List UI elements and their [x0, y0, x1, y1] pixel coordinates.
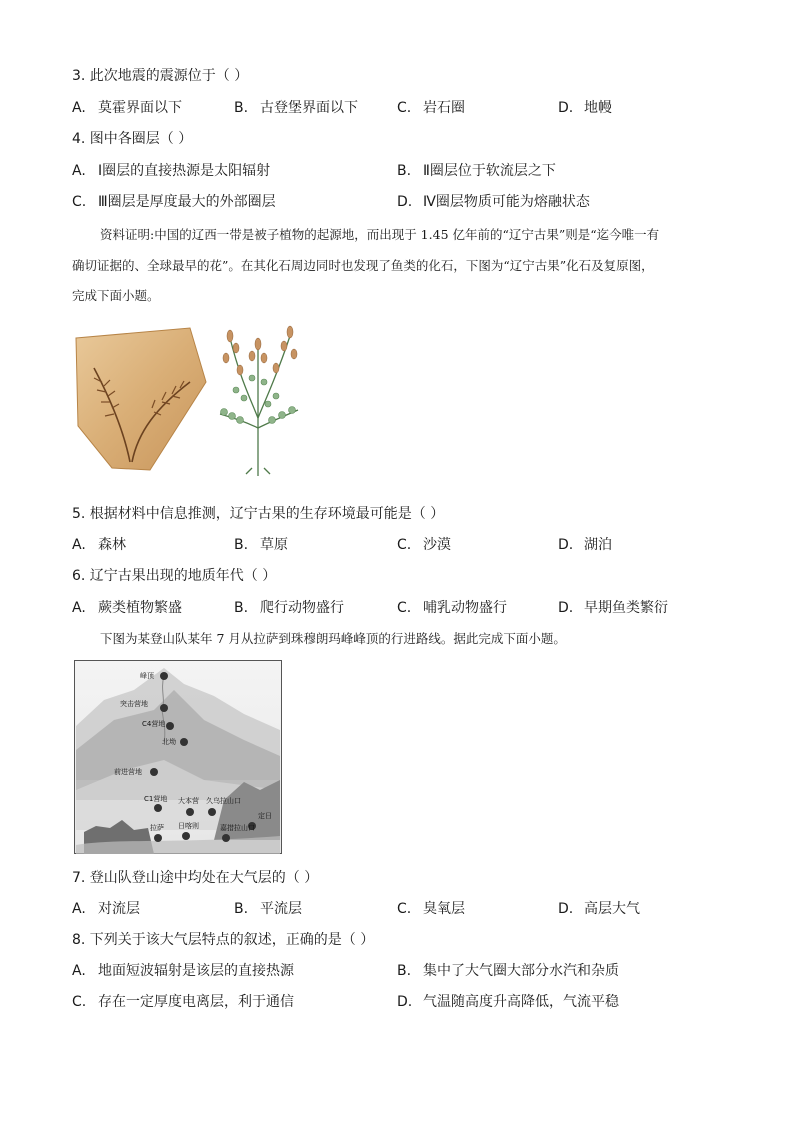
q4-stem: 4. 图中各圈层（ ） [72, 131, 193, 147]
q3-stem: 3. 此次地震的震源位于（ ） [72, 68, 249, 84]
q8-option-b: B. 集中了大气圈大部分水汽和杂质 [397, 963, 619, 979]
q6-option-b: B. 爬行动物盛行 [234, 600, 344, 616]
map-label-pass2: 嘉措拉山口 [220, 824, 255, 832]
q4-option-d: D. Ⅳ圈层物质可能为熔融状态 [397, 194, 590, 210]
map-stop-c1-marker [154, 804, 162, 812]
q7-option-a: A. 对流层 [72, 901, 140, 917]
q7-option-d: D. 高层大气 [558, 901, 640, 917]
q8-option-d: D. 气温随高度升高降低，气流平稳 [397, 994, 619, 1010]
map-label-lhasa: 拉萨 [150, 824, 164, 832]
map-label-c4-upper: 突击营地 [120, 700, 148, 708]
q7-stem: 7. 登山队登山途中均处在大气层的（ ） [72, 870, 319, 886]
map-label-dingri: 定日 [258, 812, 272, 820]
fossil-photo [72, 322, 208, 472]
map-stop-advance-marker [150, 768, 158, 776]
material2-line1: 下图为某登山队某年 7 月从拉萨到珠穆朗玛峰峰顶的行进路线。据此完成下面小题。 [100, 631, 566, 646]
q5-option-c: C. 沙漠 [397, 537, 451, 553]
map-stop-shigatse-marker [182, 832, 190, 840]
q6-option-d: D. 早期鱼类繁衍 [558, 600, 668, 616]
map-label-c1: C1营地 [144, 795, 168, 803]
q3-option-d: D. 地幔 [558, 100, 612, 116]
map-label-c4: C4营地 [142, 720, 166, 728]
q4-option-b: B. Ⅱ圈层位于软流层之下 [397, 163, 556, 179]
q7-option-b: B. 平流层 [234, 901, 302, 917]
map-stop-north-col-marker [180, 738, 188, 746]
q3-option-c: C. 岩石圈 [397, 100, 465, 116]
map-stop-base-marker [186, 808, 194, 816]
map-label-base: 大本营 [178, 797, 199, 805]
q3-option-b: B. 古登堡界面以下 [234, 100, 358, 116]
q8-option-a: A. 地面短波辐射是该层的直接热源 [72, 963, 294, 979]
map-stop-pass1-marker [208, 808, 216, 816]
map-stop-lhasa-marker [154, 834, 162, 842]
map-stop-c4-marker [166, 722, 174, 730]
map-label-shigatse: 日喀则 [178, 822, 199, 830]
map-stop-summit-marker [160, 672, 168, 680]
material1-line2: 确切证据的、全球最早的花”。在其化石周边同时也发现了鱼类的化石，下图为“辽宁古果”化石及复原图， [72, 258, 654, 273]
q5-stem: 5. 根据材料中信息推测，辽宁古果的生存环境最可能是（ ） [72, 506, 445, 522]
q7-option-c: C. 臭氧层 [397, 901, 465, 917]
q5-option-b: B. 草原 [234, 537, 288, 553]
map-stop-c4-upper-marker [160, 704, 168, 712]
map-label-summit: 峰顶 [140, 672, 154, 680]
material1-line3: 完成下面小题。 [72, 288, 160, 303]
q6-stem: 6. 辽宁古果出现的地质年代（ ） [72, 568, 277, 584]
material1-line1: 资料证明:中国的辽西一带是被子植物的起源地，而出现于 1.45 亿年前的“辽宁古果”则是“迄今唯一有 [100, 227, 660, 242]
q5-option-a: A. 森林 [72, 537, 126, 553]
q4-option-c: C. Ⅲ圈层是厚度最大的外部圈层 [72, 194, 276, 210]
q8-option-c: C. 存在一定厚度电离层，利于通信 [72, 994, 294, 1010]
q6-option-a: A. 蕨类植物繁盛 [72, 600, 182, 616]
q6-option-c: C. 哺乳动物盛行 [397, 600, 507, 616]
map-label-advance: 前进营地 [114, 768, 142, 776]
map-label-north-col: 北坳 [162, 738, 176, 746]
q3-option-a: A. 莫霍界面以下 [72, 100, 182, 116]
q4-option-a: A. Ⅰ圈层的直接热源是太阳辐射 [72, 163, 271, 179]
q5-option-d: D. 湖泊 [558, 537, 612, 553]
map-stop-pass2-marker [222, 834, 230, 842]
map-label-pass1: 久乌拉山口 [206, 797, 241, 805]
plant-reconstruction [210, 318, 306, 476]
q8-stem: 8. 下列关于该大气层特点的叙述，正确的是（ ） [72, 932, 375, 948]
climbing-route-map [74, 660, 282, 854]
